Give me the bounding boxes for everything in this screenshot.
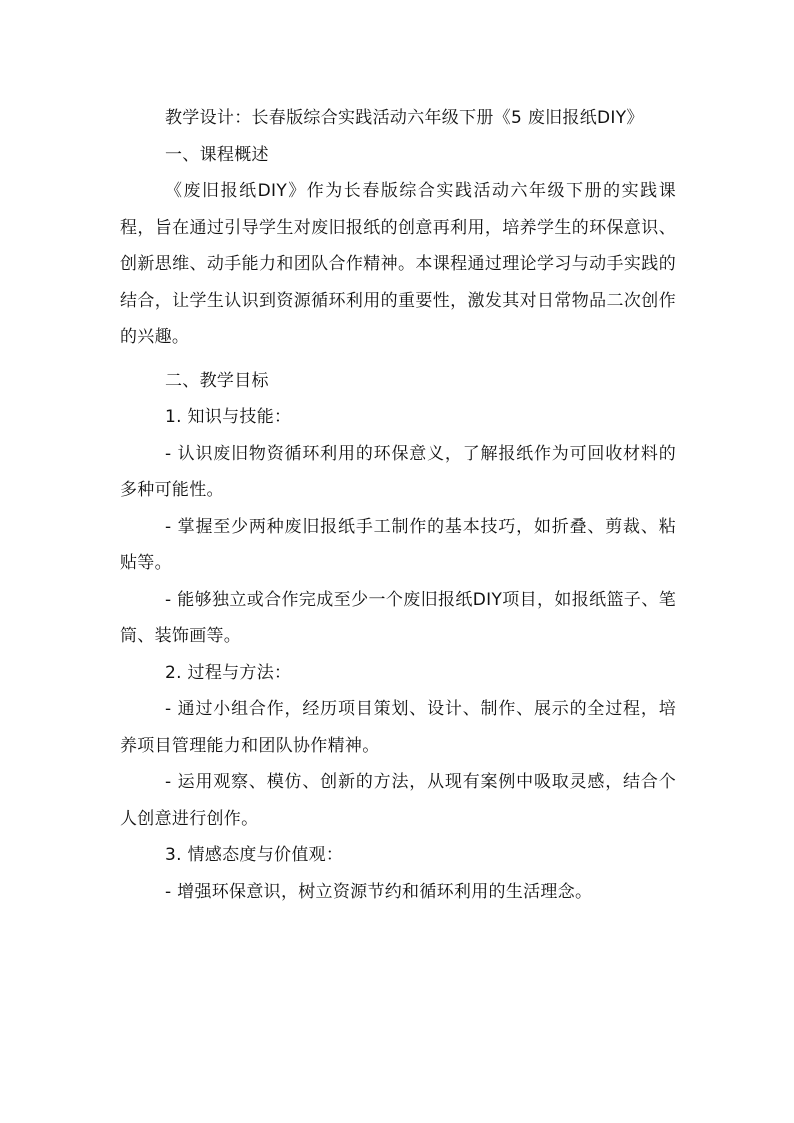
section-heading-overview: 一、课程概述 — [165, 144, 269, 165]
section-heading-goals: 二、教学目标 — [165, 370, 269, 391]
goal-item: - 能够独立或合作完成至少一个废旧报纸DIY项目，如报纸篮子、笔筒、装饰画等。 — [120, 589, 676, 646]
document-title: 教学设计：长春版综合实践活动六年级下册《5 废旧报纸DIY》 — [165, 108, 644, 128]
goal-item: - 运用观察、模仿、创新的方法，从现有案例中吸取灵感，结合个人创意进行创作。 — [120, 772, 676, 829]
goal-heading-values: 3. 情感态度与价值观： — [165, 845, 344, 865]
goal-item: - 通过小组合作，经历项目策划、设计、制作、展示的全过程，培养项目管理能力和团队协作精神。 — [120, 699, 676, 756]
goal-heading-process: 2. 过程与方法： — [165, 662, 292, 683]
document-content — [120, 100, 676, 910]
goal-item: - 掌握至少两种废旧报纸手工制作的基本技巧，如折叠、剪裁、粘贴等。 — [120, 516, 676, 573]
goal-heading-knowledge: 1. 知识与技能： — [165, 407, 292, 427]
goal-item: - 认识废旧物资循环利用的环保意义，了解报纸作为可回收材料的多种可能性。 — [120, 443, 676, 500]
overview-paragraph: 《废旧报纸DIY》作为长春版综合实践活动六年级下册的实践课程，旨在通过引导学生对废旧报纸的创意再利用，培养学生的环保意识、创新思维、动手能力和团队合作精神。本课程通过理论学习与动手实践的结合，让学生认识到资源循环利用的重要性，激发其对日常物品二次创作的兴趣。 — [120, 181, 676, 347]
goal-item: - 增强环保意识，树立资源节约和循环利用的生活理念。 — [165, 881, 593, 902]
